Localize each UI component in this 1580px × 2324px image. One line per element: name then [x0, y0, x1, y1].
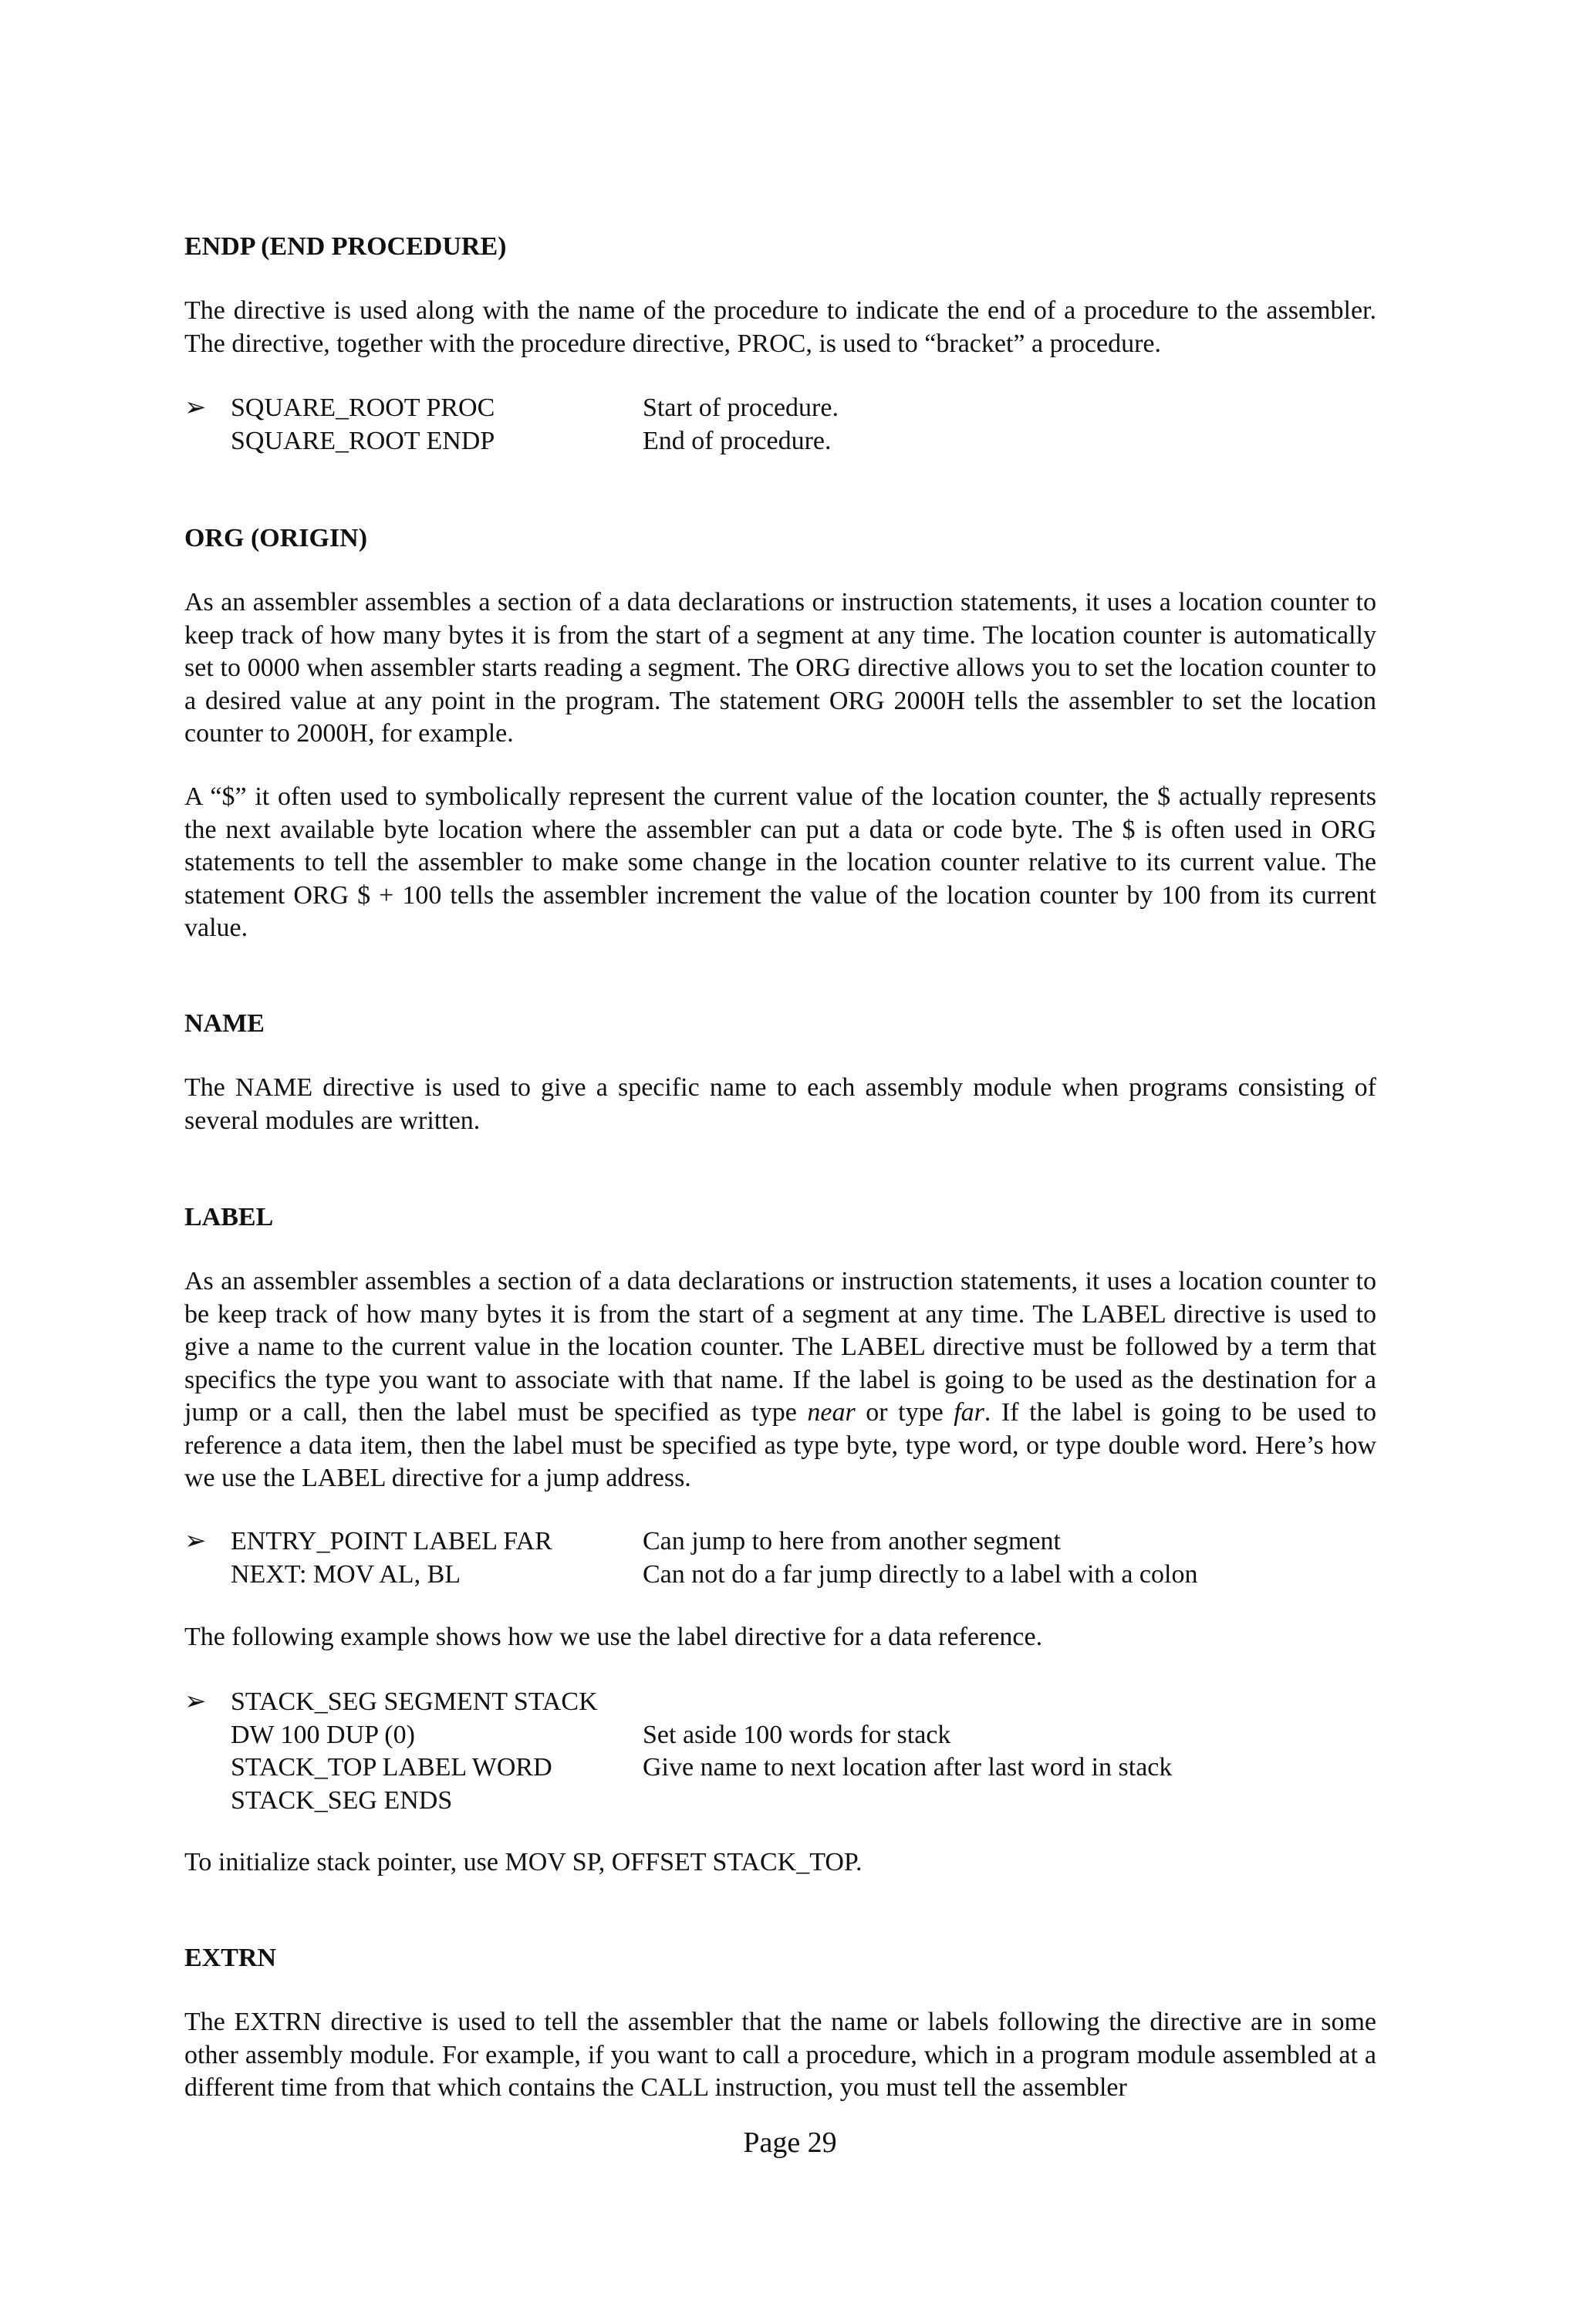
label-paragraph-3: To initialize stack pointer, use MOV SP, OFFSET STACK_TOP. — [184, 1848, 863, 1876]
code-left: ENTRY_POINT LABEL FAR — [231, 1527, 552, 1556]
code-row — [184, 1751, 1376, 1785]
name-paragraph: The NAME directive is used to give a specific name to each assembly module when programs consisting of several modules are written. — [184, 1073, 1376, 1135]
code-left: STACK_SEG SEGMENT STACK — [231, 1687, 598, 1716]
code-row — [184, 1785, 1376, 1818]
code-row — [184, 1525, 1376, 1559]
extrn-paragraph: The EXTRN directive is used to tell the assembler that the name or labels following the directive are in some other assembly module. For example, if you want to call a procedure, which in a program module assembled at a different time from that which contains the CALL instruction, you must tell the assembler — [184, 2008, 1376, 2102]
label-code-block-1 — [184, 1525, 1376, 1591]
code-left: DW 100 DUP (0) — [231, 1720, 415, 1749]
org-paragraph-1: As an assembler assembles a section of a data declarations or instruction statements, it uses a location counter to keep track of how many bytes it is from the start of a segment at any time. The location counter is automatically set to 0000 when assembler starts reading a segment. The ORG directive allows you to set the location counter to a desired value at any point in the program. The statement ORG 2000H tells the assembler to set the location counter to 2000H, for example. — [184, 588, 1376, 748]
code-row — [184, 1559, 1376, 1592]
code-row — [184, 1719, 1376, 1752]
label-paragraph-2: The following example shows how we use the label directive for a data reference. — [184, 1623, 1043, 1651]
heading-endp: ENDP (END PROCEDURE) — [184, 232, 507, 261]
bullet-arrow-icon: ➢ — [184, 394, 207, 422]
heading-org: ORG (ORIGIN) — [184, 524, 368, 552]
label-code-block-2 — [184, 1686, 1376, 1817]
code-right: Set aside 100 words for stack — [643, 1720, 951, 1749]
label-paragraph-1: As an assembler assembles a section of a data declarations or instruction statements, it uses a location counter to be keep track of how many bytes it is from the start of a segment at any time. The LABEL directive is used to give a name to the current value in the location counter. The LABEL directive must be followed by a term that specifics the type you want to associate with that name. If the label is going to be used as the destination for a jump or a call, then the label must be specified as type near or type far. If the label is going to be used to reference a data item, then the label must be specified as type byte, type word, or type double word. Here’s how we use the LABEL directive for a jump address. — [184, 1267, 1377, 1492]
org-paragraph-2: A “$” it often used to symbolically represent the current value of the location counter, the $ actually represents the next available byte location where the assembler can put a data or code byte. The $ is often used in ORG statements to tell the assembler to make some change in the location counter relative to its current value. The statement ORG $ + 100 tells the assembler increment the value of the location counter by 100 from its current value. — [184, 782, 1376, 942]
code-left: STACK_SEG ENDS — [231, 1785, 453, 1815]
emphasis-near: near — [807, 1398, 856, 1427]
code-row — [184, 1686, 1376, 1719]
bullet-arrow-icon: ➢ — [184, 1687, 207, 1716]
code-row — [184, 425, 1376, 458]
bullet-arrow-icon: ➢ — [184, 1527, 207, 1556]
code-right: Give name to next location after last word in stack — [643, 1753, 1173, 1782]
endp-paragraph: The directive is used along with the name of the procedure to indicate the end of a procedure to the assembler. The directive, together with the procedure directive, PROC, is used to “bracket” a procedure. — [184, 296, 1376, 358]
heading-name: NAME — [184, 1009, 265, 1038]
heading-label: LABEL — [184, 1203, 274, 1231]
code-left: SQUARE_ROOT ENDP — [231, 426, 495, 455]
code-right: Start of procedure. — [643, 394, 839, 422]
code-left: NEXT: MOV AL, BL — [231, 1559, 461, 1589]
heading-extrn: EXTRN — [184, 1944, 277, 1972]
code-row — [184, 392, 1376, 425]
endp-code-block — [184, 392, 1376, 458]
code-left: STACK_TOP LABEL WORD — [231, 1753, 552, 1782]
emphasis-far: far — [954, 1398, 984, 1427]
code-right: Can not do a far jump directly to a label with a colon — [643, 1559, 1198, 1589]
code-right: End of procedure. — [643, 426, 832, 455]
code-left: SQUARE_ROOT PROC — [231, 394, 495, 422]
page-number: Page 29 — [743, 2126, 837, 2159]
code-right: Can jump to here from another segment — [643, 1527, 1061, 1556]
